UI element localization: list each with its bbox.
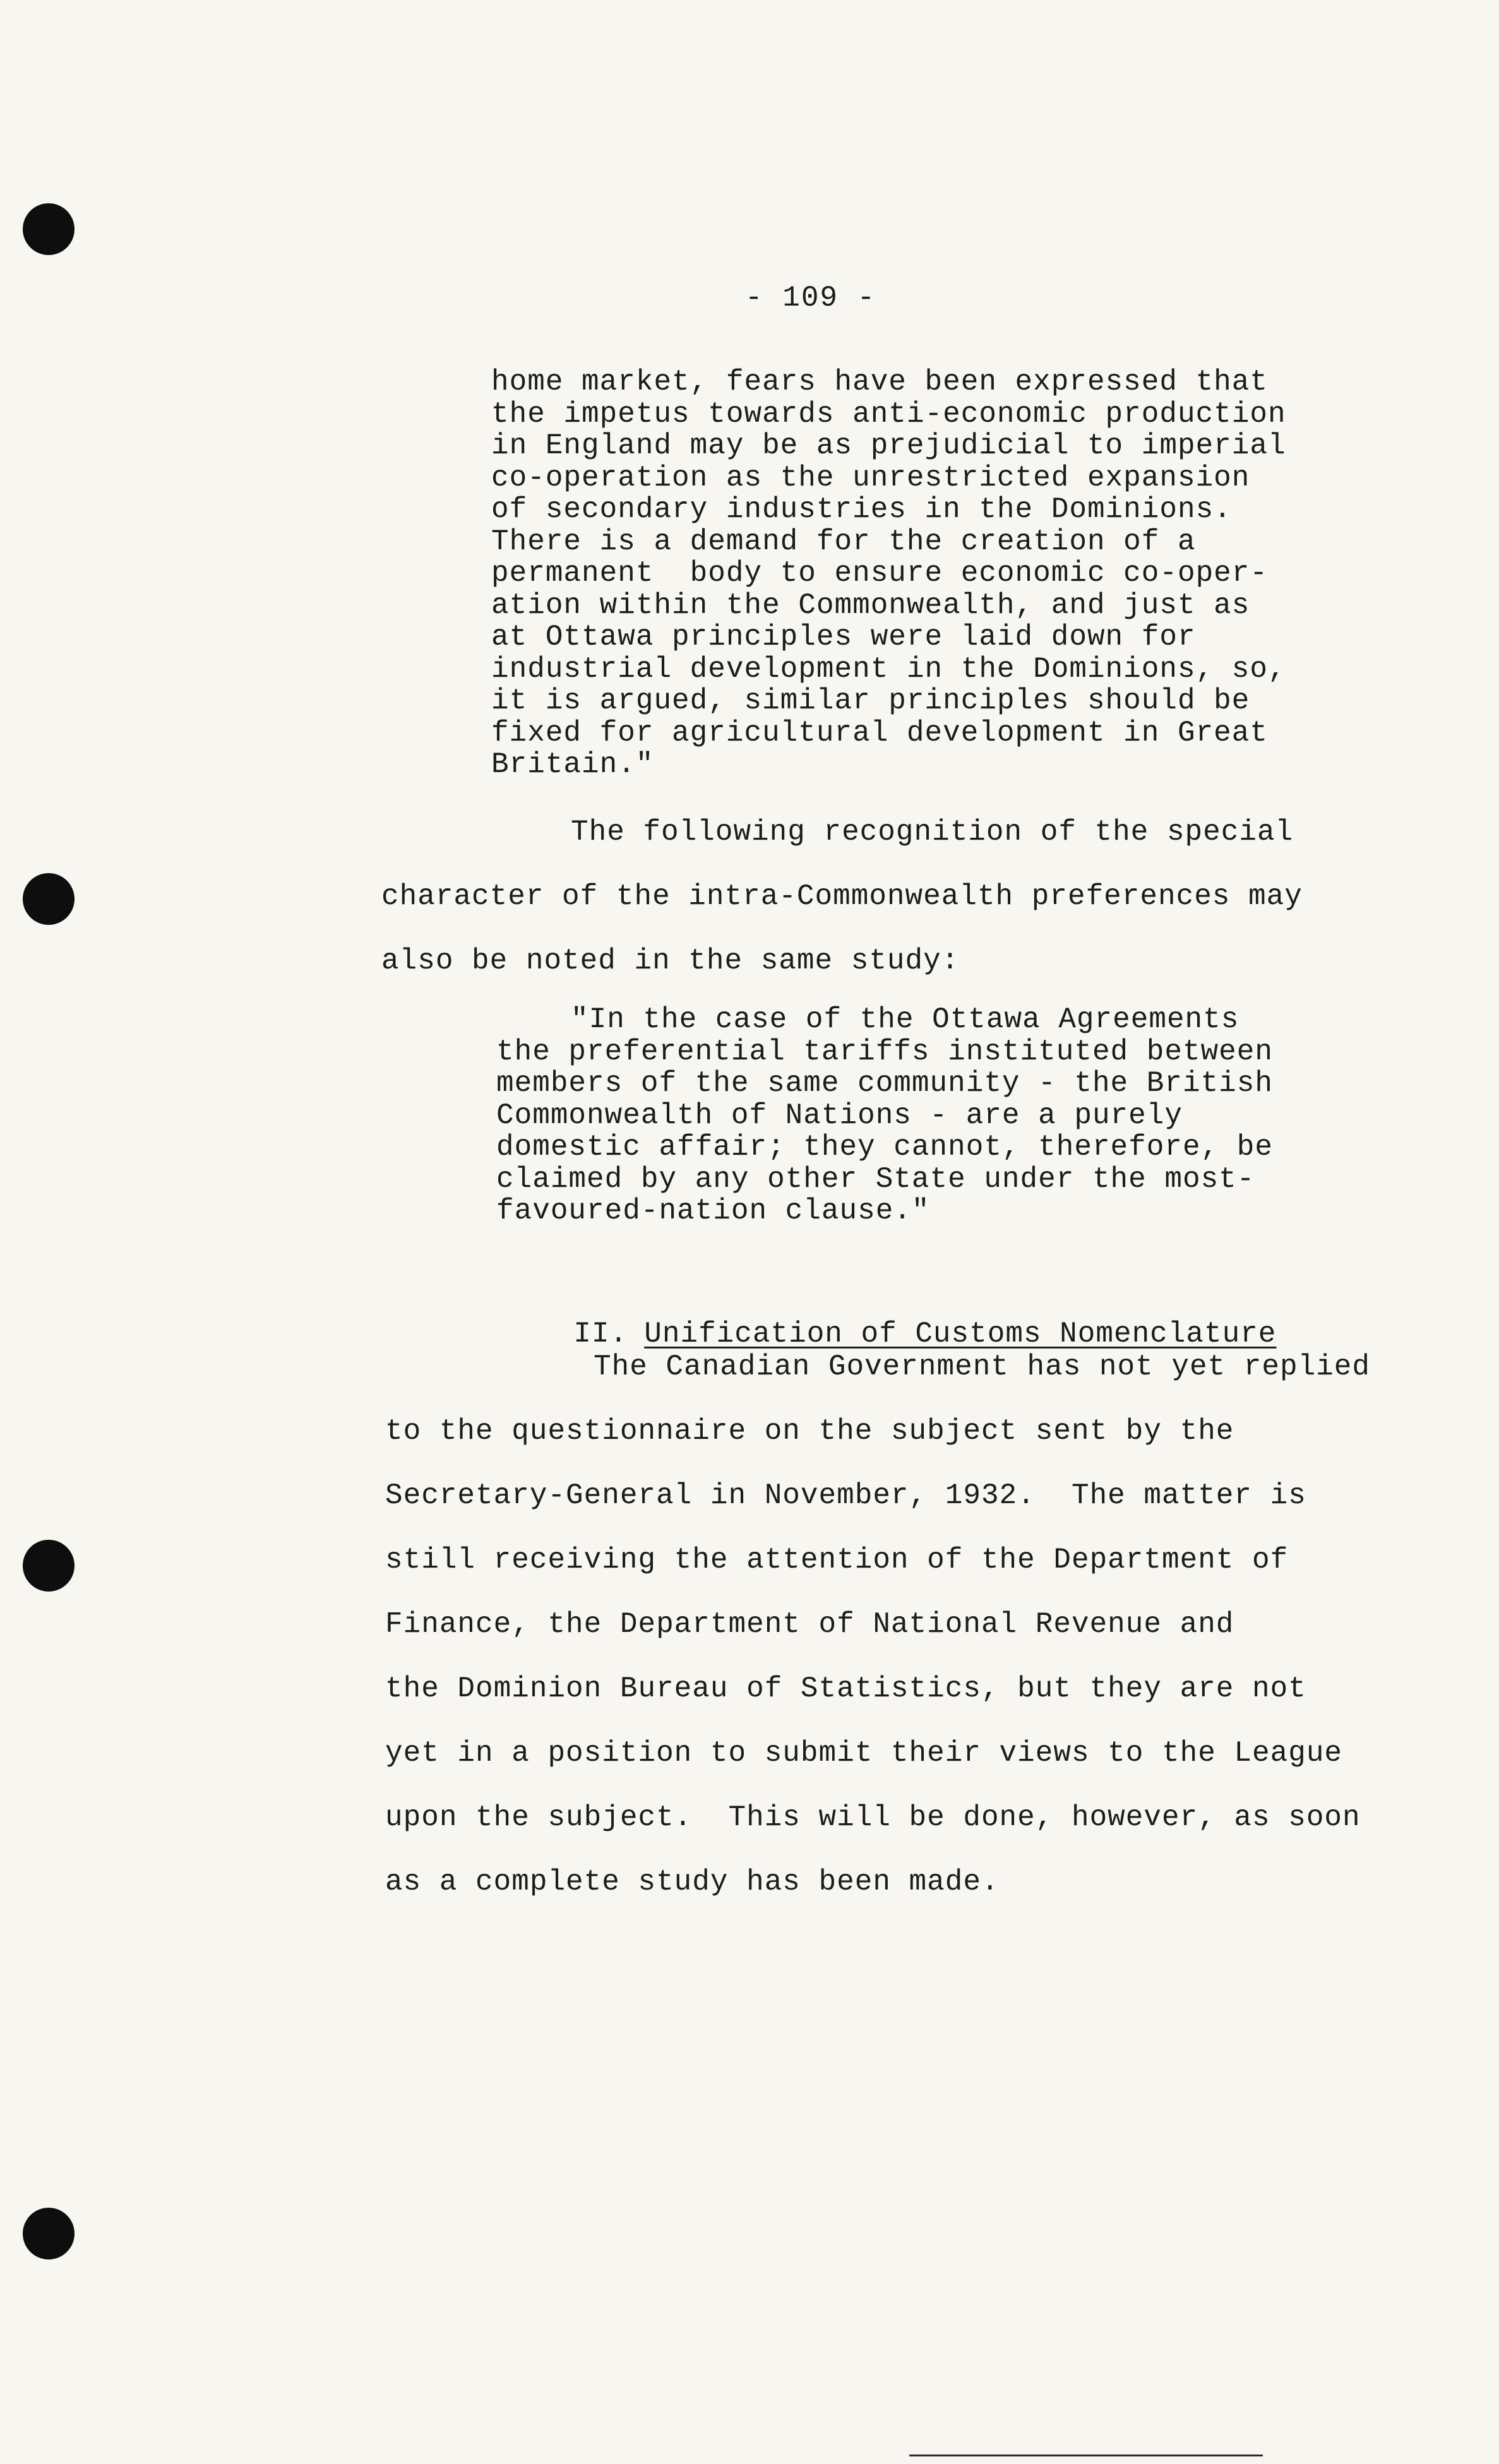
section2-line: Finance, the Department of National Revenue and: [385, 1608, 1234, 1641]
section2-line: as a complete study has been made.: [385, 1866, 1000, 1898]
quote2-line: claimed by any other State under the most-: [496, 1162, 1255, 1196]
punch-hole-1: [23, 203, 75, 255]
section-number: II.: [573, 1318, 628, 1350]
section2-line: to the questionnaire on the subject sent by the: [385, 1415, 1234, 1448]
quote1-line: the impetus towards anti-economic production: [491, 397, 1286, 431]
punch-hole-2: [23, 873, 75, 925]
intro-line: The following recognition of the special: [571, 816, 1294, 848]
quote1-line: in England may be as prejudicial to imperial: [491, 429, 1286, 462]
section2-line: yet in a position to submit their views to the League: [385, 1737, 1343, 1770]
section2-line: Secretary-General in November, 1932. The matter is: [385, 1479, 1306, 1512]
quote1-line: at Ottawa principles were laid down for: [491, 621, 1196, 653]
block-quote-1: [491, 366, 1286, 781]
punch-hole-3: [23, 1540, 75, 1592]
quote2-line: domestic affair; they cannot, therefore, be: [496, 1131, 1273, 1164]
quote1-line: Britain.": [491, 748, 654, 781]
section2-line: The Canadian Government has not yet replied: [594, 1350, 1370, 1383]
block-quote-2: [496, 1004, 1273, 1227]
section2-line: the Dominion Bureau of Statistics, but they are not: [385, 1672, 1306, 1705]
section2-line: upon the subject. This will be done, however, as soon: [385, 1801, 1361, 1834]
section-title: Unification of Customs Nomenclature: [644, 1318, 1277, 1350]
punch-hole-4: [23, 2208, 75, 2259]
quote1-line: fixed for agricultural development in Great: [491, 716, 1268, 749]
quote1-line: industrial development in the Dominions, so,: [491, 652, 1286, 686]
quote1-line: it is argued, similar principles should be: [491, 684, 1250, 717]
intro-line: character of the intra-Commonwealth preferences may: [381, 880, 1303, 913]
quote2-line: Commonwealth of Nations - are a purely: [496, 1098, 1183, 1132]
quote1-line: of secondary industries in the Dominions.: [491, 493, 1232, 526]
quote1-line: home market, fears have been expressed that: [491, 366, 1268, 398]
quote2-line: "In the case of the Ottawa Agreements: [571, 1003, 1239, 1036]
quote1-line: There is a demand for the creation of a: [491, 525, 1196, 558]
quote1-line: ation within the Commonwealth, and just as: [491, 588, 1250, 622]
quote2-line: favoured-nation clause.": [496, 1194, 930, 1227]
section2-line: still receiving the attention of the Department of: [385, 1544, 1289, 1576]
intro-paragraph: [381, 800, 1303, 993]
page-number: - 109 -: [745, 282, 876, 314]
quote1-line: permanent body to ensure economic co-oper-: [491, 557, 1268, 590]
quote1-line: co-operation as the unrestricted expansion: [491, 461, 1250, 494]
section2-paragraph: [385, 1335, 1370, 1914]
quote2-line: members of the same community - the British: [496, 1067, 1273, 1100]
intro-line: also be noted in the same study:: [381, 944, 960, 977]
bottom-rule: [909, 2455, 1263, 2456]
quote2-line: the preferential tariffs instituted between: [496, 1035, 1273, 1068]
